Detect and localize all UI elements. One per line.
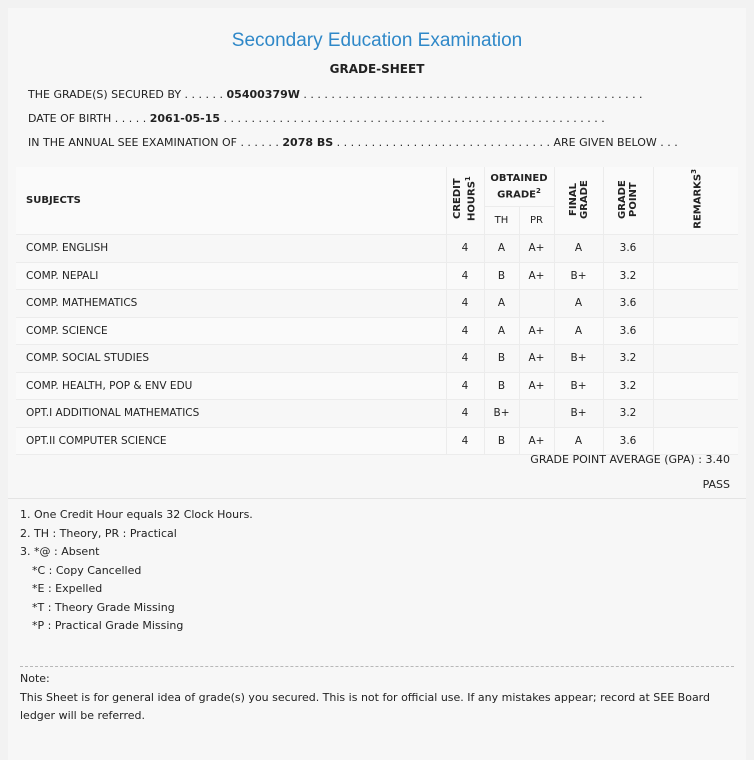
pr-header: PR bbox=[519, 206, 554, 234]
credit-cell: 4 bbox=[446, 317, 484, 345]
credit-cell: 4 bbox=[446, 235, 484, 263]
dob-label: DATE OF BIRTH . . . . . bbox=[28, 112, 150, 125]
remarks-cell bbox=[653, 372, 738, 400]
obtained-grade-label: OBTAINED GRADE bbox=[490, 172, 548, 201]
page-title: Secondary Education Examination bbox=[231, 30, 523, 51]
credit-cell: 4 bbox=[446, 372, 484, 400]
subject-cell: COMP. ENGLISH bbox=[16, 235, 446, 263]
pr-cell: A+ bbox=[519, 345, 554, 373]
pr-cell bbox=[519, 400, 554, 428]
remarks-cell bbox=[653, 400, 738, 428]
note-item: 2. TH : Theory, PR : Practical bbox=[20, 526, 177, 540]
th-cell: B bbox=[484, 345, 519, 373]
table-row bbox=[16, 235, 738, 263]
subject-cell: COMP. NEPALI bbox=[16, 262, 446, 290]
grade-sheet bbox=[8, 8, 746, 760]
subject-cell: COMP. SCIENCE bbox=[16, 317, 446, 345]
final-grade-cell: A bbox=[554, 317, 603, 345]
final-grade-cell: A bbox=[554, 235, 603, 263]
dashed-divider bbox=[20, 666, 734, 667]
subject-cell: OPT.II COMPUTER SCIENCE bbox=[16, 427, 446, 455]
remarks-sup: 3 bbox=[689, 169, 698, 174]
note-code-item: *C : Copy Cancelled bbox=[32, 563, 142, 577]
pr-cell: A+ bbox=[519, 262, 554, 290]
table-row bbox=[16, 290, 738, 318]
note-code-item: *T : Theory Grade Missing bbox=[32, 600, 175, 614]
grade-point-header bbox=[603, 167, 653, 235]
note-item: 1. One Credit Hour equals 32 Clock Hours. bbox=[20, 508, 253, 521]
symbol-number: 05400379W bbox=[226, 88, 300, 101]
final-grade-cell: A bbox=[554, 290, 603, 318]
note-item: 3. *@ : Absent bbox=[20, 545, 100, 558]
credit-cell: 4 bbox=[446, 262, 484, 290]
final-grade-label: FINAL GRADE bbox=[567, 179, 590, 219]
secured-by-line bbox=[28, 88, 643, 101]
remarks-label: REMARKS bbox=[691, 174, 703, 229]
subject-cell: COMP. HEALTH, POP & ENV EDU bbox=[16, 372, 446, 400]
remarks-cell bbox=[653, 262, 738, 290]
footer-note bbox=[20, 670, 710, 726]
exam-year: 2078 BS bbox=[282, 136, 334, 149]
final-grade-cell: B+ bbox=[554, 262, 603, 290]
subject-cell: COMP. MATHEMATICS bbox=[16, 290, 446, 318]
th-cell: B bbox=[484, 372, 519, 400]
pr-cell: A+ bbox=[519, 427, 554, 455]
note-code-item: *P : Practical Grade Missing bbox=[32, 619, 184, 632]
grade-point-cell: 3.2 bbox=[603, 372, 653, 400]
th-header: TH bbox=[484, 206, 519, 234]
dot-leader: . . . . . . . . . . . . . . . . . . . . . . . . . . . . . . . . . . . . . . . . . . . . . . . . . . . . . . . bbox=[220, 112, 605, 125]
th-cell: B bbox=[484, 427, 519, 455]
grade-point-cell: 3.2 bbox=[603, 345, 653, 373]
remarks-cell bbox=[653, 427, 738, 455]
exam-label: IN THE ANNUAL SEE EXAMINATION OF . . . . . . bbox=[28, 136, 283, 149]
credit-cell: 4 bbox=[446, 290, 484, 318]
th-cell: A bbox=[484, 235, 519, 263]
remarks-cell bbox=[653, 317, 738, 345]
credit-hours-label: CREDIT HOURS bbox=[452, 178, 478, 222]
pr-cell: A+ bbox=[519, 372, 554, 400]
grade-point-cell: 3.2 bbox=[603, 262, 653, 290]
date-of-birth: 2061-05-15 bbox=[149, 112, 221, 125]
remarks-cell bbox=[653, 290, 738, 318]
table-row bbox=[16, 345, 738, 373]
final-grade-cell: B+ bbox=[554, 345, 603, 373]
grade-point-cell: 3.6 bbox=[603, 317, 653, 345]
section-divider bbox=[8, 498, 746, 499]
gpa-summary: GRADE POINT AVERAGE (GPA) : 3.40 bbox=[530, 453, 730, 466]
table-row bbox=[16, 427, 738, 455]
subjects-header: SUBJECTS bbox=[16, 167, 446, 235]
grades-table bbox=[16, 167, 738, 455]
dot-leader: . . . . . . . . . . . . . . . . . . . . . . . . . . . . . . . . . . . . . . . . . . . . . . . . . bbox=[299, 88, 643, 101]
exam-line bbox=[28, 136, 678, 149]
pr-cell: A+ bbox=[519, 317, 554, 345]
result-status: PASS bbox=[702, 478, 730, 491]
table-row bbox=[16, 262, 738, 290]
sheet-subtitle: GRADE-SHEET bbox=[329, 62, 425, 76]
obtained-grade-sup: 2 bbox=[535, 186, 541, 195]
remarks-cell bbox=[653, 235, 738, 263]
footer-label: Note: bbox=[20, 672, 50, 685]
table-row bbox=[16, 317, 738, 345]
secured-by-label: THE GRADE(S) SECURED BY . . . . . . bbox=[28, 88, 227, 101]
credit-cell: 4 bbox=[446, 400, 484, 428]
grade-point-cell: 3.6 bbox=[603, 235, 653, 263]
remarks-header bbox=[653, 167, 738, 235]
final-grade-cell: B+ bbox=[554, 400, 603, 428]
final-grade-cell: A bbox=[554, 427, 603, 455]
note-code-item: *E : Expelled bbox=[32, 582, 103, 595]
subject-cell: COMP. SOCIAL STUDIES bbox=[16, 345, 446, 373]
table-header-row bbox=[16, 167, 738, 206]
notes-list bbox=[20, 506, 253, 636]
credit-hours-sup: 1 bbox=[464, 176, 473, 182]
final-grade-header bbox=[554, 167, 603, 235]
subject-cell: OPT.I ADDITIONAL MATHEMATICS bbox=[16, 400, 446, 428]
dot-leader: . . . . . . . . . . . . . . . . . . . . . . . . . . . . . . . ARE GIVEN BELOW . . . bbox=[333, 136, 678, 149]
th-cell: B bbox=[484, 262, 519, 290]
table-row bbox=[16, 400, 738, 428]
table-row bbox=[16, 372, 738, 400]
grade-point-cell: 3.6 bbox=[603, 290, 653, 318]
credit-cell: 4 bbox=[446, 427, 484, 455]
credit-hours-header bbox=[446, 167, 484, 235]
footer-text: This Sheet is for general idea of grade(s) you secured. This is not for official use. If any mistakes appear; record at SEE Board ledger will be referred. bbox=[20, 690, 710, 722]
grade-point-label: GRADE POINT bbox=[617, 179, 639, 219]
dob-line bbox=[28, 112, 605, 125]
grade-point-cell: 3.6 bbox=[603, 427, 653, 455]
pr-cell: A+ bbox=[519, 235, 554, 263]
th-cell: A bbox=[484, 290, 519, 318]
obtained-grade-header bbox=[484, 167, 554, 206]
th-cell: B+ bbox=[484, 400, 519, 428]
credit-cell: 4 bbox=[446, 345, 484, 373]
pr-cell bbox=[519, 290, 554, 318]
remarks-cell bbox=[653, 345, 738, 373]
final-grade-cell: B+ bbox=[554, 372, 603, 400]
grade-point-cell: 3.2 bbox=[603, 400, 653, 428]
th-cell: A bbox=[484, 317, 519, 345]
